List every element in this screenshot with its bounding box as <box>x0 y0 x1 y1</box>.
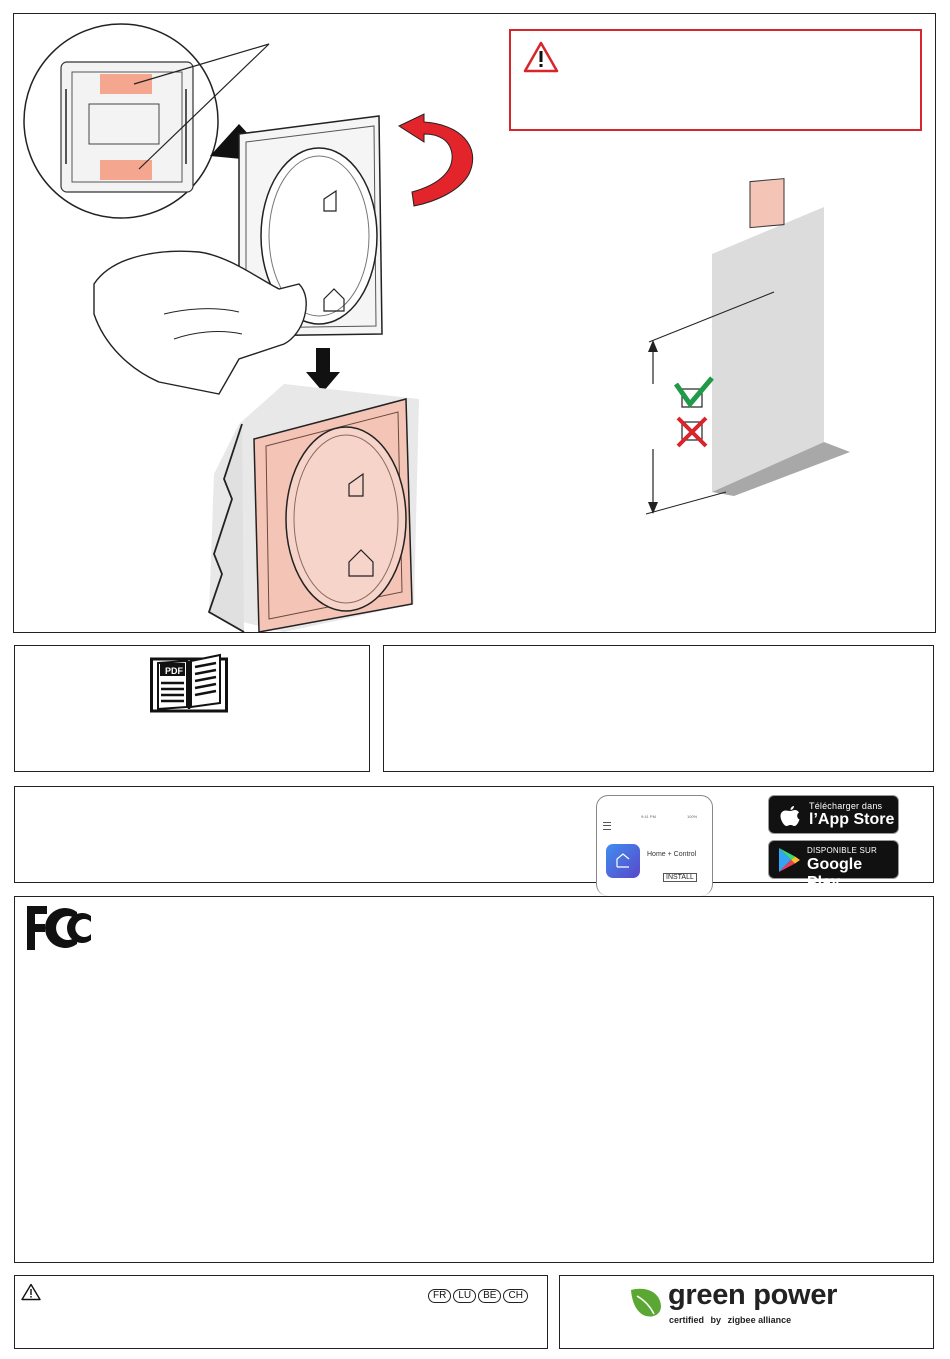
zigbee-alliance-text: zigbee alliance <box>727 1315 792 1325</box>
app-name: Home + Control <box>647 851 697 858</box>
phone-status-battery: 100% <box>687 814 698 819</box>
app-store-badge[interactable] <box>768 795 899 834</box>
caution-box <box>14 1275 548 1349</box>
google-play-icon <box>777 847 801 873</box>
pdf-manual-box <box>14 645 370 772</box>
info-box <box>383 645 934 772</box>
country-badge-ch: CH <box>503 1289 527 1303</box>
installation-panel <box>13 13 936 633</box>
adhesive-bottom <box>100 160 152 180</box>
country-badge-be: BE <box>478 1289 501 1303</box>
warning-triangle-small-icon <box>21 1283 41 1301</box>
google-play-big-text: Google Play <box>807 856 863 891</box>
cross-not-ok-icon <box>678 418 706 446</box>
home-icon <box>606 844 640 878</box>
certified-text: certified <box>669 1315 705 1325</box>
country-badge-fr: FR <box>428 1289 451 1303</box>
wall-height-diagram <box>646 179 850 514</box>
check-ok-icon <box>676 378 712 407</box>
pdf-icon-label: PDF <box>165 666 183 676</box>
app-store-big-text: l’App Store <box>809 811 895 828</box>
rotate-arrow <box>399 114 473 206</box>
apple-icon <box>779 802 801 828</box>
country-badge-lu: LU <box>453 1289 476 1303</box>
phone-mockup <box>596 795 713 896</box>
app-download-box <box>14 786 934 891</box>
warning-box <box>509 29 922 131</box>
pdf-book-icon <box>150 653 228 713</box>
install-button[interactable]: INSTALL <box>663 873 697 882</box>
by-text: by <box>710 1315 722 1325</box>
menu-icon[interactable] <box>603 822 611 830</box>
green-power-box <box>559 1275 934 1349</box>
google-play-badge[interactable] <box>768 840 899 891</box>
warning-triangle-icon <box>523 41 559 73</box>
mounted-product-illustration <box>209 384 419 632</box>
app-store-small-text: Télécharger dans <box>809 801 883 811</box>
down-arrow <box>306 348 340 392</box>
green-power-certified <box>669 1315 791 1325</box>
green-power-title: green power <box>668 1279 838 1311</box>
adhesive-top <box>100 74 152 94</box>
zoom-detail-circle <box>24 24 274 218</box>
app-icon[interactable] <box>606 844 640 878</box>
fcc-logo <box>25 904 95 954</box>
fcc-box <box>14 896 934 1263</box>
leaf-icon <box>628 1284 664 1320</box>
country-badges <box>426 1285 528 1303</box>
phone-status-time: 9:41 PM <box>641 814 656 819</box>
google-play-small-text: DISPONIBLE SUR <box>807 846 877 855</box>
